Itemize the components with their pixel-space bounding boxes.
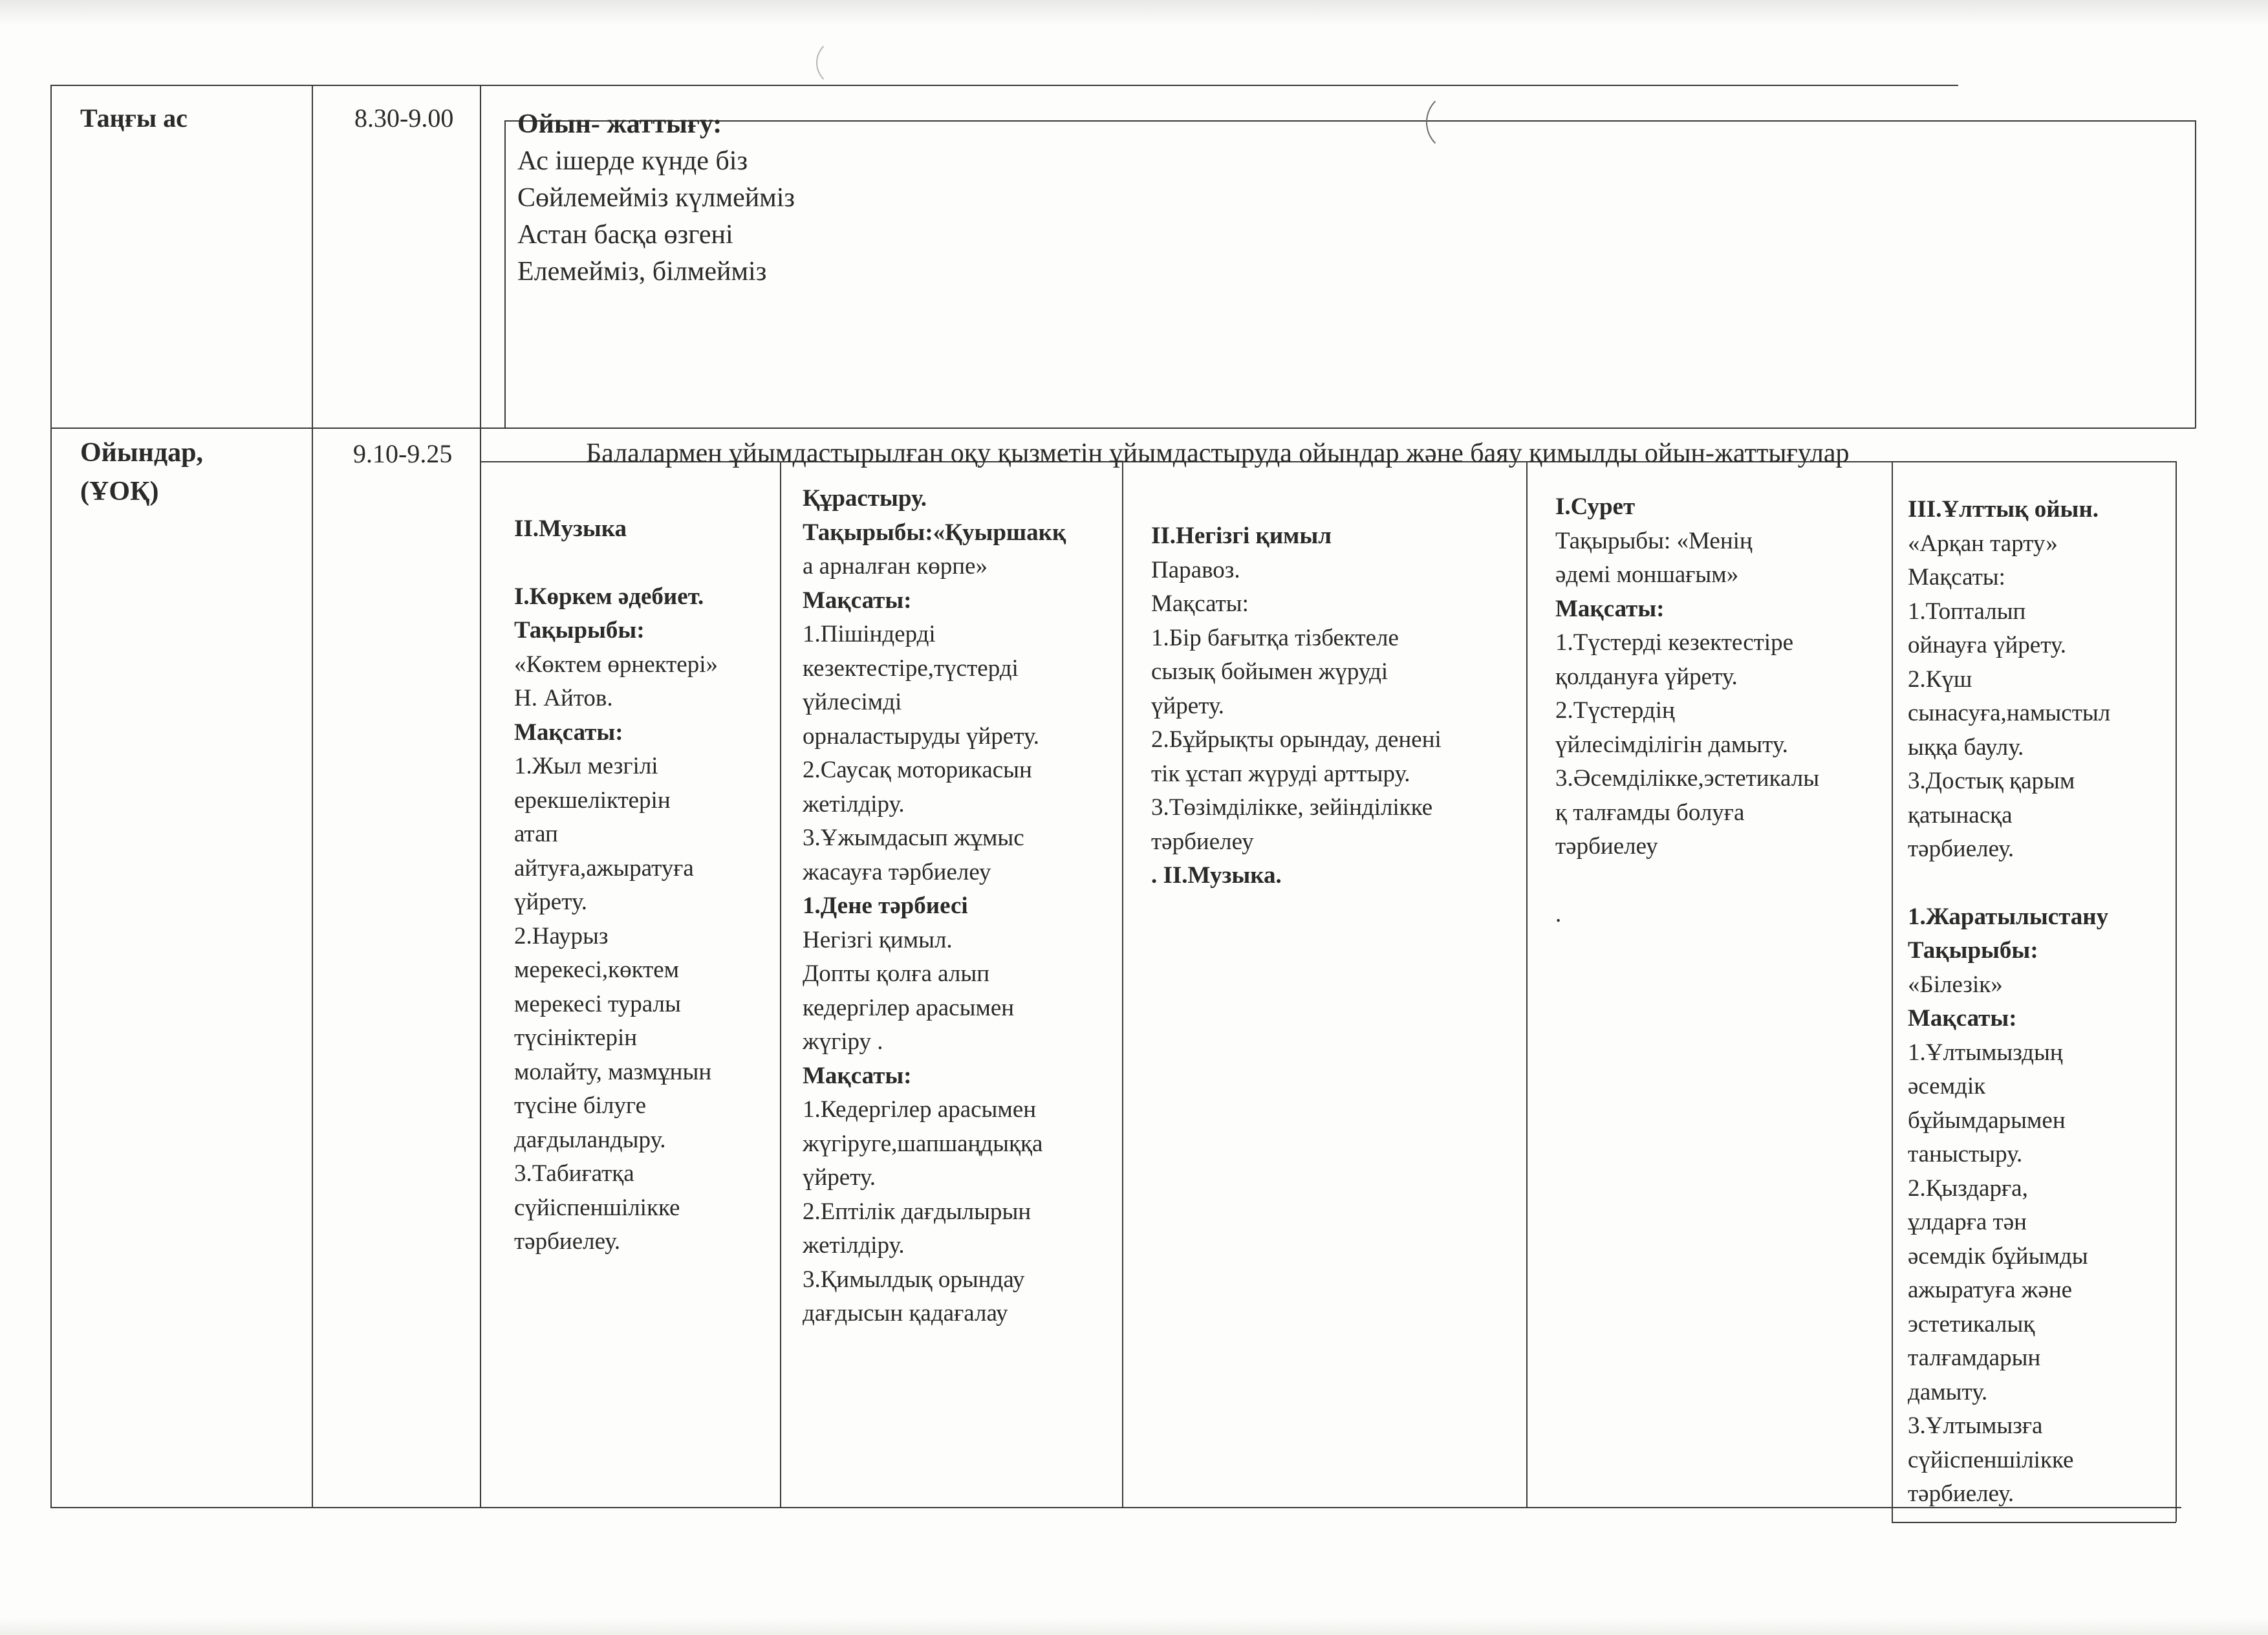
column-line: тәрбиелеу.: [1908, 836, 2014, 862]
column-line: ойнауға үйрету.: [1908, 632, 2066, 658]
column-line: Құрастыру.: [803, 485, 927, 512]
column-line: таныстыру.: [1908, 1141, 2023, 1167]
column-line: ІІ.Негізгі қимыл: [1151, 523, 1332, 549]
verse-heading: Ойын- жаттығу:: [517, 109, 722, 139]
column-line: түсіне білуге: [514, 1092, 647, 1119]
column-line: . ІІ.Музыка.: [1151, 862, 1282, 889]
column-line: 1.Дене тәрбиесі: [803, 893, 968, 919]
column-line: молайту, мазмұнын: [514, 1058, 712, 1085]
column-line: 2.Күш: [1908, 666, 1972, 693]
column-line: ерекшеліктерін: [514, 786, 671, 814]
verse-line: Елемейміз, білмейміз: [517, 257, 767, 287]
column-line: сынасуға,намыстыл: [1908, 700, 2111, 726]
row-label-games: [80, 433, 203, 511]
column-line: Мақсаты:: [1908, 1005, 2017, 1032]
column-basic-movement: [1151, 519, 1442, 893]
column-line: 1.Пішіндерді: [803, 621, 936, 647]
column-line: 2.Саусақ моторикасын: [803, 757, 1032, 783]
column-line: тәрбиелеу: [1555, 833, 1658, 860]
column-drawing: [1555, 490, 1819, 931]
column-line: тәрбиелеу.: [514, 1228, 621, 1255]
scan-shadow-bottom: [0, 1618, 2268, 1635]
column-line: Мақсаты:: [1151, 590, 1249, 617]
column-line: Мақсаты:: [1555, 595, 1665, 622]
column-line: Тақырыбы: «Менің: [1555, 527, 1753, 554]
row-label-games-line1: Ойындар,: [80, 438, 203, 468]
column-line: [1908, 867, 2110, 900]
column-line: Н. Айтов.: [514, 685, 613, 711]
verse-line: Астан басқа өзгені: [517, 220, 733, 250]
column-line: тік ұстап жүруді арттыру.: [1151, 760, 1410, 787]
scan-shadow-top: [0, 0, 2268, 26]
verse-line: Сөйлемейміз күлмейміз: [517, 183, 795, 213]
activities-banner: Балалармен ұйымдастырылған оқу қызметін ұйымдастыруда ойындар және баяу қимылды ойын-жаттығулар: [586, 439, 1850, 468]
column-line: үйлесімділігін дамыту.: [1555, 731, 1788, 758]
column-line: 1.Жыл мезгілі: [514, 753, 658, 779]
column-line: жүгіруге,шапшаңдыққа: [803, 1130, 1043, 1157]
column-line: бұйымдарымен: [1908, 1107, 2066, 1134]
column-line: талғамдарын: [1908, 1345, 2041, 1371]
column-national-game-nature: [1908, 493, 2110, 1511]
column-line: дағдыландыру.: [514, 1126, 666, 1153]
column-line: жасауға тәрбиелеу: [803, 858, 991, 885]
column-line: айтуға,ажыратуға: [514, 854, 694, 882]
column-line: Мақсаты:: [514, 719, 623, 746]
column-line: 3.Әсемділікке,эстетикалы: [1555, 765, 1820, 792]
column-line: әсемдік: [1908, 1073, 1986, 1099]
column-line: үйрету.: [803, 1164, 876, 1191]
column-line: үйлесімді: [803, 689, 902, 715]
column-line: 2.Наурыз: [514, 922, 609, 949]
column-line: ажыратуға және: [1908, 1277, 2073, 1303]
column-line: ұлдарға тән: [1908, 1209, 2027, 1235]
column-line: кедергілер арасымен: [803, 994, 1015, 1021]
column-line: 3.Қимылдық орындау: [803, 1266, 1025, 1293]
column-line: жетілдіру.: [803, 1232, 905, 1259]
column-line: тәрбиелеу: [1151, 828, 1254, 855]
column-line: 1.Топталып: [1908, 598, 2026, 625]
column-line: үйрету.: [1151, 692, 1224, 719]
column-line: 1.Ұлтымыздың: [1908, 1039, 2063, 1066]
column-line: қолдануға үйрету.: [1555, 663, 1738, 690]
column-line: эстетикалық: [1908, 1310, 2035, 1337]
column-line: тәрбиелеу.: [1908, 1480, 2014, 1507]
column-line: атап: [514, 821, 558, 847]
column-line: жүгіру .: [803, 1028, 883, 1055]
column-line: 2.Бұйрықты орындау, денені: [1151, 726, 1442, 753]
column-line: үйрету.: [514, 889, 587, 915]
row-time-breakfast: 8.30-9.00: [354, 103, 454, 133]
column-line: 3.Ұжымдасып жұмыс: [803, 825, 1024, 851]
column-music-literature: [514, 512, 718, 1259]
column-line: Мақсаты:: [803, 1062, 912, 1089]
column-line: І.Көркем әдебиет.: [514, 583, 704, 610]
column-line: орналастыруды үйрету.: [803, 722, 1039, 750]
column-line: Негізгі қимыл.: [803, 926, 953, 953]
column-line: әсемдік бұйымды: [1908, 1242, 2088, 1270]
column-line: дағдысын қадағалау: [803, 1300, 1008, 1326]
column-line: сызық бойымен жүруді: [1151, 658, 1388, 685]
column-construction-pe: [803, 482, 1066, 1331]
binder-hole-mark: [1426, 92, 1487, 153]
column-line: дамыту.: [1908, 1378, 1988, 1405]
column-line: 1.Түстерді кезектестіре: [1555, 629, 1793, 656]
column-line: қ талғамды болуға: [1555, 799, 1745, 826]
column-line: 3.Төзімділікке, зейінділікке: [1151, 794, 1433, 821]
column-line: Тақырыбы:«Қуыршакқ: [803, 519, 1066, 546]
column-line: а арналған көрпе»: [803, 553, 988, 579]
binder-hole-mark-top: [816, 39, 864, 87]
column-line: жетілдіру.: [803, 790, 905, 817]
column-line: 1.Кедергілер арасымен: [803, 1096, 1037, 1123]
column-line: «Білезік»: [1908, 971, 2003, 998]
column-line: әдемі моншағым»: [1555, 561, 1739, 588]
column-line: Тақырыбы:: [1908, 937, 2038, 964]
column-line: ІІІ.Ұлттық ойын.: [1908, 496, 2099, 523]
column-line: сүйіспеншілікке: [1908, 1446, 2074, 1473]
column-line: Паравоз.: [1151, 556, 1240, 583]
column-line: Допты қолға алып: [803, 960, 989, 987]
column-line: сүйіспеншілікке: [514, 1194, 680, 1221]
column-line: І.Сурет: [1555, 493, 1636, 520]
column-line: мерекесі туралы: [514, 990, 681, 1017]
column-line: [514, 547, 718, 580]
column-line: түсініктерін: [514, 1024, 638, 1051]
row-label-games-line2: (ҰОҚ): [80, 477, 159, 506]
row-time-games: 9.10-9.25: [353, 439, 453, 468]
column-line: «Көктем өрнектері»: [514, 651, 718, 678]
column-line: 3.Ұлтымызға: [1908, 1413, 2043, 1439]
row-label-breakfast: Таңғы ас: [80, 103, 188, 133]
column-line: Мақсаты:: [803, 587, 912, 614]
column-line: 3.Достық қарым: [1908, 768, 2075, 794]
verse-line: Ас ішерде күнде біз: [517, 146, 748, 176]
column-line: ІІ.Музыка: [514, 515, 627, 542]
column-line: 3.Табиғатқа: [514, 1160, 634, 1187]
column-line: ыққа баулу.: [1908, 733, 2024, 761]
column-line: Тақырыбы:: [514, 617, 645, 644]
column-line: 2.Түстердің: [1555, 697, 1675, 724]
breakfast-verse: [517, 106, 795, 290]
column-line: 1.Жаратылыстану: [1908, 903, 2109, 930]
column-line: 2.Қыздарға,: [1908, 1175, 2028, 1202]
column-line: .: [1555, 900, 1562, 927]
column-line: 1.Бір бағытқа тізбектеле: [1151, 624, 1399, 651]
column-line: кезектестіре,түстерді: [803, 655, 1019, 682]
column-line: мерекесі,көктем: [514, 957, 680, 983]
column-line: Мақсаты:: [1908, 564, 2005, 590]
column-line: 2.Ептілік дағдылырын: [803, 1198, 1031, 1225]
column-line: қатынасқа: [1908, 801, 2013, 828]
column-line: [1555, 864, 1819, 898]
column-line: «Арқан тарту»: [1908, 530, 2058, 557]
